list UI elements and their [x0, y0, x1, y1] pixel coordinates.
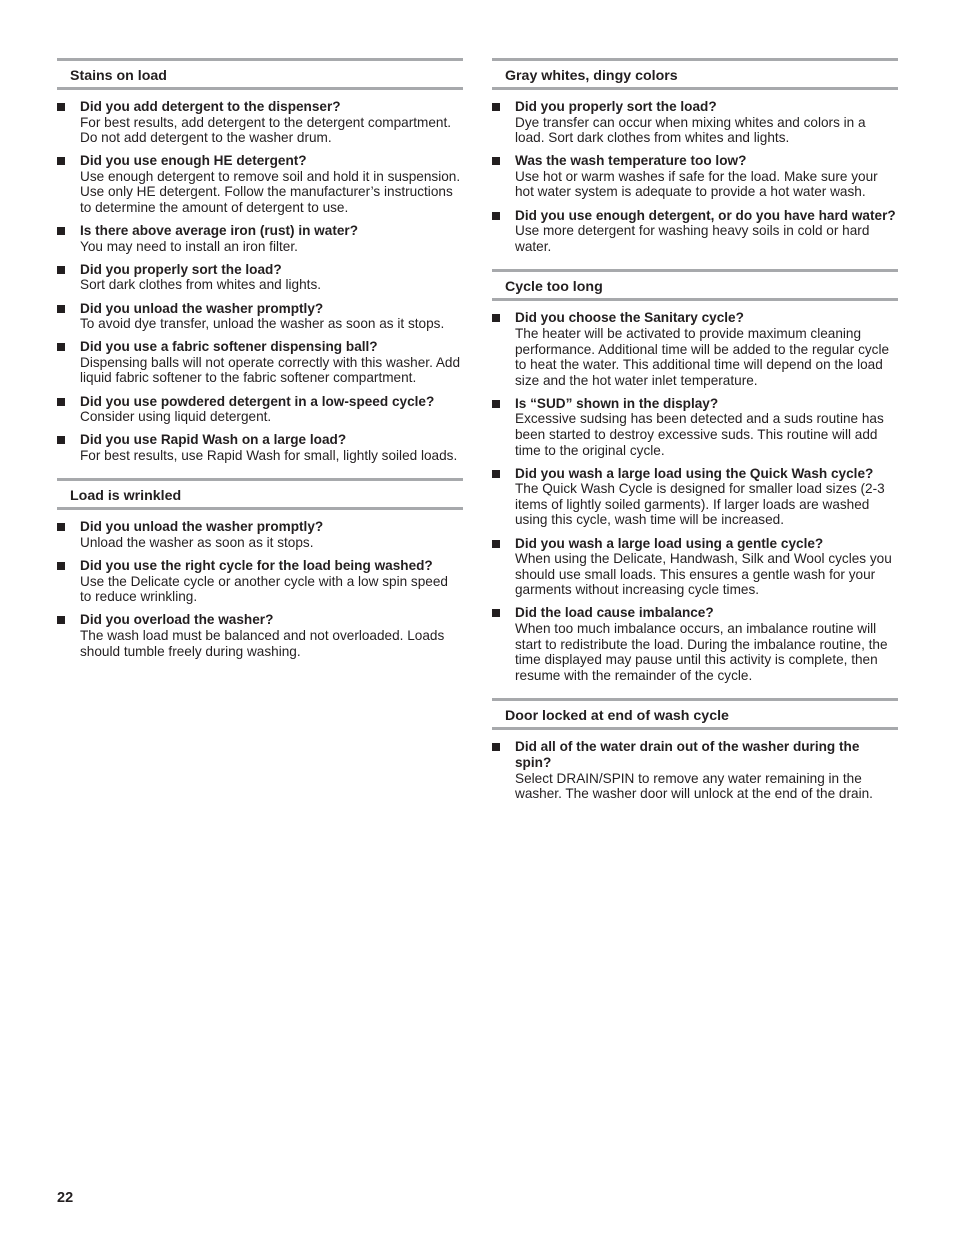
- list-item: [492, 153, 898, 200]
- square-bullet-icon: [492, 540, 500, 548]
- square-bullet-icon: [492, 470, 500, 478]
- answer: To avoid dye transfer, unload the washer as soon as it stops.: [80, 316, 445, 332]
- question: Did you use a fabric softener dispensing ball?: [80, 339, 378, 355]
- question: Did you add detergent to the dispenser?: [80, 99, 341, 114]
- answer: Select DRAIN/SPIN to remove any water remaining in the washer. The washer door will unlock at the end of the drain.: [515, 770, 873, 802]
- square-bullet-icon: [57, 562, 65, 570]
- answer: Dispensing balls will not operate correctly with this washer. Add liquid fabric softener to the fabric softener compartment.: [80, 354, 461, 386]
- square-bullet-icon: [57, 343, 65, 351]
- answer: Use the Delicate cycle or another cycle with a low spin speed to reduce wrinkling.: [80, 573, 448, 605]
- list-item: [492, 466, 898, 528]
- section-title: Stains on load: [57, 58, 463, 90]
- square-bullet-icon: [57, 266, 65, 274]
- section-title: Cycle too long: [492, 269, 898, 301]
- square-bullet-icon: [57, 103, 65, 111]
- question: Did you properly sort the load?: [515, 99, 717, 114]
- square-bullet-icon: [492, 314, 500, 322]
- question: Did the load cause imbalance?: [515, 605, 714, 621]
- square-bullet-icon: [492, 157, 500, 165]
- square-bullet-icon: [57, 616, 65, 624]
- square-bullet-icon: [492, 103, 500, 111]
- square-bullet-icon: [57, 227, 65, 235]
- answer: Use hot or warm washes if safe for the load. Make sure your hot water system is adequate to provide a hot water wash.: [515, 168, 878, 200]
- list-item: [492, 310, 898, 388]
- answer: For best results, add detergent to the detergent compartment. Do not add detergent to the washer drum.: [80, 114, 452, 146]
- list-item: [57, 153, 463, 215]
- question: Did you unload the washer promptly?: [80, 300, 324, 316]
- square-bullet-icon: [57, 523, 65, 531]
- square-bullet-icon: [492, 609, 500, 617]
- answer: Sort dark clothes from whites and lights.: [80, 277, 322, 293]
- list-item: [57, 339, 463, 386]
- answer: For best results, use Rapid Wash for small, lightly soiled loads.: [80, 447, 458, 463]
- answer: Use enough detergent to remove soil and hold it in suspension. Use only HE detergent. Follow the manufacturer’s instructions to determine the amount of detergent to use.: [80, 168, 461, 216]
- question: Did you use enough detergent, or do you have hard water?: [515, 207, 896, 223]
- list-item: [57, 223, 463, 254]
- list-item: [57, 432, 463, 463]
- list-item: [57, 262, 463, 293]
- answer: Excessive sudsing has been detected and a suds routine has been started to destroy excessive suds. This routine will add time to the original cycle.: [515, 411, 884, 458]
- question: Did you use enough HE detergent?: [80, 153, 307, 169]
- answer: Use more detergent for washing heavy soils in cold or hard water.: [515, 223, 870, 254]
- question: Did you wash a large load using the Quick Wash cycle?: [515, 465, 874, 481]
- question: Did you wash a large load using a gentle cycle?: [515, 535, 824, 551]
- question-list: [492, 90, 898, 254]
- section-gray-whites: [492, 58, 898, 254]
- answer: The wash load must be balanced and not overloaded. Loads should tumble freely during washing.: [80, 627, 445, 659]
- answer: Consider using liquid detergent.: [80, 409, 272, 425]
- question: Did you properly sort the load?: [80, 261, 282, 277]
- question: Did you overload the washer?: [80, 612, 274, 628]
- section-stains-on-load: [57, 58, 463, 463]
- list-item: [492, 536, 898, 598]
- answer: Unload the washer as soon as it stops.: [80, 534, 314, 550]
- right-column: [492, 58, 898, 817]
- section-cycle-too-long: [492, 269, 898, 683]
- list-item: [492, 396, 898, 458]
- answer: You may need to install an iron filter.: [80, 238, 298, 254]
- left-column: [57, 58, 463, 674]
- question: Did you use powdered detergent in a low-speed cycle?: [80, 393, 435, 409]
- list-item: [57, 558, 463, 605]
- answer: When using the Delicate, Handwash, Silk and Wool cycles you should use small loads. This ensures a gentle wash for your garments without increasing cycle times.: [515, 551, 892, 598]
- square-bullet-icon: [492, 212, 500, 220]
- square-bullet-icon: [492, 743, 500, 751]
- list-item: [57, 612, 463, 659]
- list-item: [57, 301, 463, 332]
- answer: When too much imbalance occurs, an imbalance routine will start to redistribute the load. During the imbalance routine, the time displayed may pause until this activity is complete, then resume with the remainder of the cycle.: [515, 621, 888, 683]
- question: Is “SUD” shown in the display?: [515, 395, 719, 411]
- question: Did all of the water drain out of the washer during the spin?: [515, 739, 860, 770]
- square-bullet-icon: [57, 157, 65, 165]
- list-item: [492, 99, 898, 146]
- list-item: [57, 99, 463, 146]
- question: Is there above average iron (rust) in water?: [80, 223, 359, 239]
- square-bullet-icon: [57, 436, 65, 444]
- question: Was the wash temperature too low?: [515, 153, 747, 169]
- list-item: [492, 605, 898, 683]
- section-title: Load is wrinkled: [57, 478, 463, 510]
- answer: The Quick Wash Cycle is designed for smaller load sizes (2-3 items of lightly soiled garments). If larger loads are washed using this cycle, wash time will be increased.: [515, 481, 885, 528]
- square-bullet-icon: [57, 305, 65, 313]
- question: Did you choose the Sanitary cycle?: [515, 310, 744, 326]
- section-title: Gray whites, dingy colors: [492, 58, 898, 90]
- question-list: [492, 730, 898, 801]
- list-item: [492, 739, 898, 801]
- square-bullet-icon: [492, 400, 500, 408]
- section-title: Door locked at end of wash cycle: [492, 698, 898, 730]
- question: Did you use Rapid Wash on a large load?: [80, 432, 347, 448]
- question-list: [57, 90, 463, 463]
- list-item: [57, 394, 463, 425]
- question: Did you unload the washer promptly?: [80, 519, 324, 535]
- list-item: [492, 208, 898, 255]
- answer: The heater will be activated to provide maximum cleaning performance. Additional time will be added to the regular cycle to heat the water. This additional time will depend on the load size and the hot water inlet temperature.: [515, 325, 890, 388]
- square-bullet-icon: [57, 398, 65, 406]
- question-list: [57, 510, 463, 659]
- question-list: [492, 301, 898, 683]
- answer: Dye transfer can occur when mixing whites and colors in a load. Sort dark clothes from whites and lights.: [515, 114, 866, 146]
- section-door-locked: [492, 698, 898, 801]
- question: Did you use the right cycle for the load being washed?: [80, 558, 433, 574]
- list-item: [57, 519, 463, 550]
- page-number: 22: [57, 1190, 74, 1206]
- section-load-is-wrinkled: [57, 478, 463, 659]
